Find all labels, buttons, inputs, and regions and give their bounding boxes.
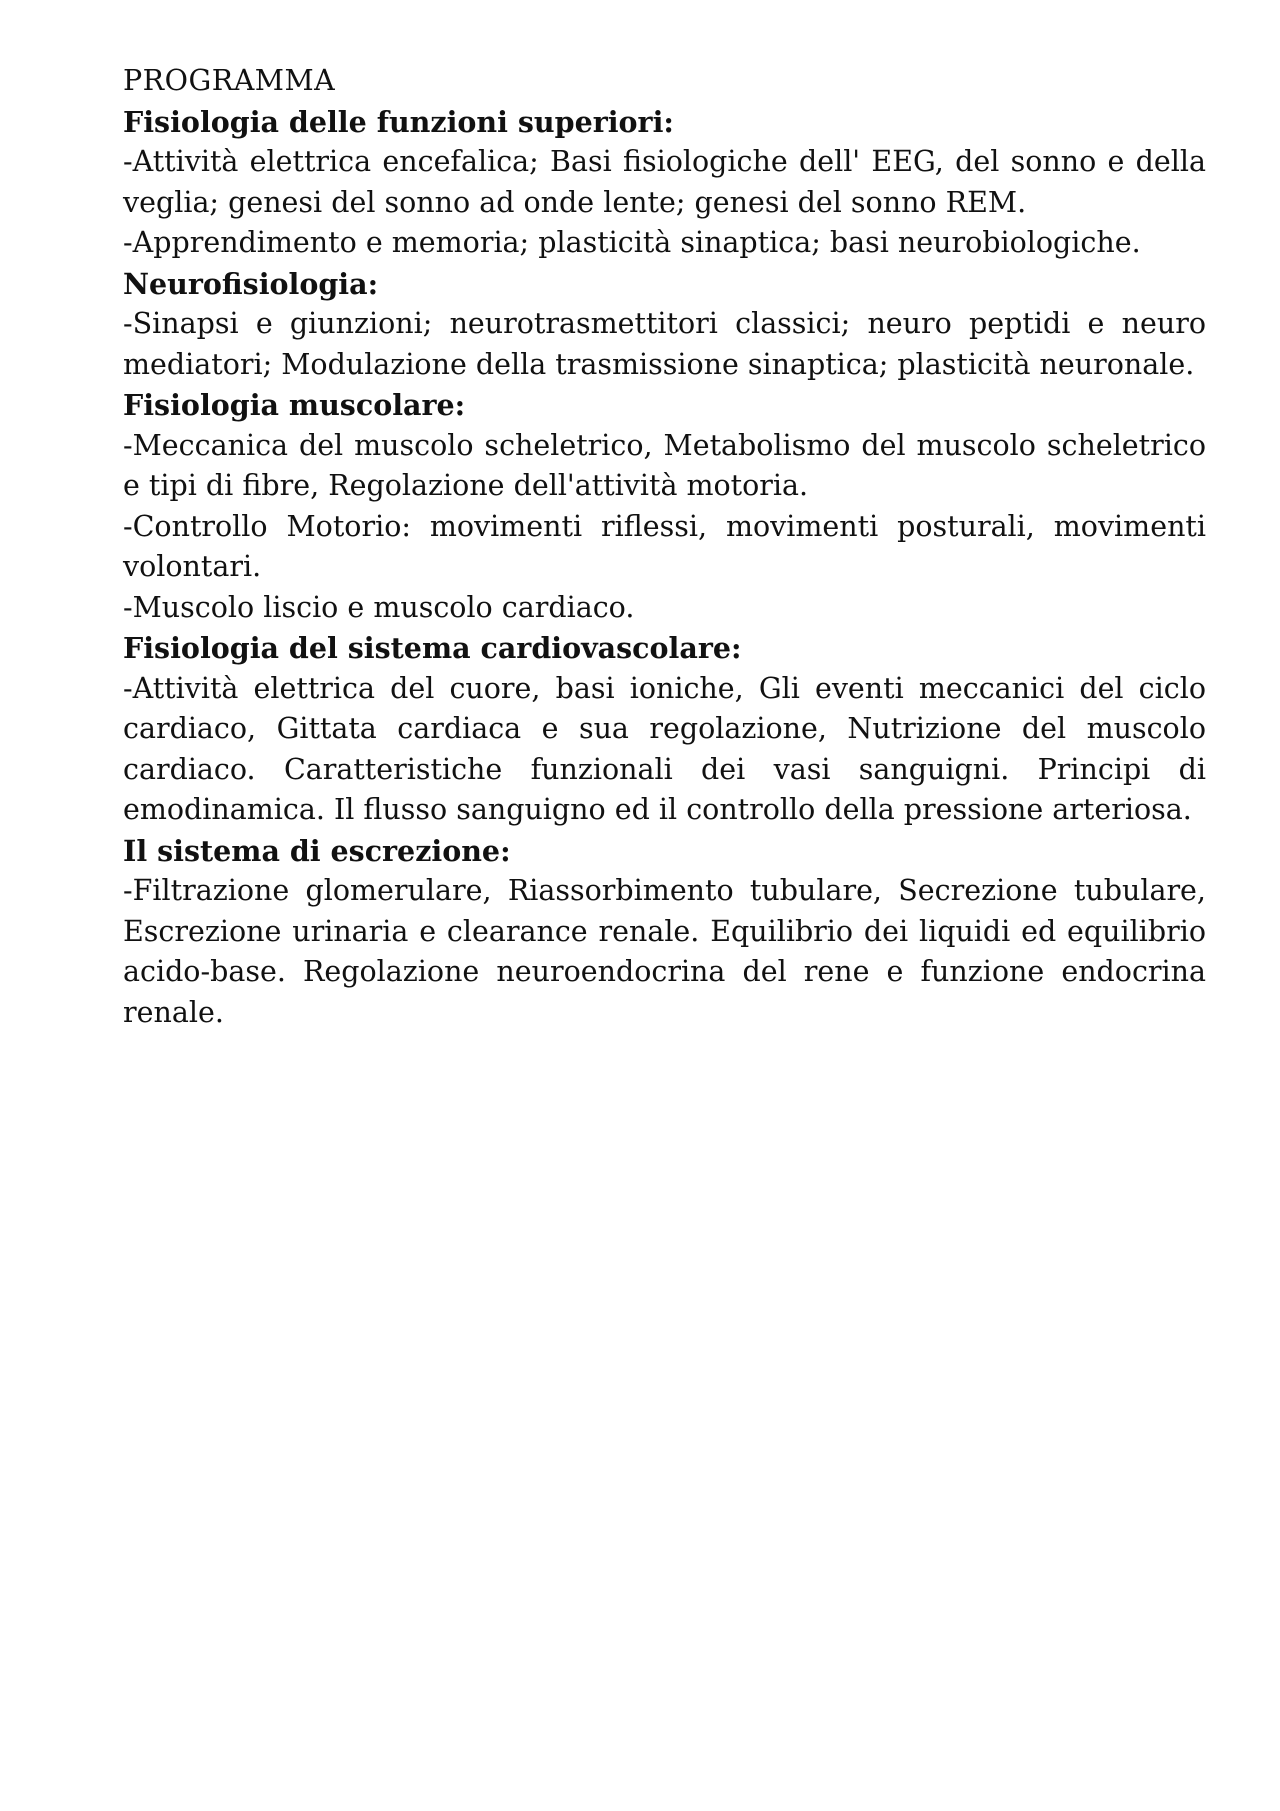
section-paragraph: -Attività elettrica del cuore, basi ioniche, Gli eventi meccanici del ciclo cardiaco, Gittata cardiaca e sua regolazione, Nutrizione del muscolo cardiaco. Caratteristiche funzionali dei vasi sanguigni. Principi di emodinamica. Il flusso sanguigno ed il controllo della pressione arteriosa.: [123, 671, 1206, 826]
section-sistema-escrezione: [123, 831, 1206, 1034]
section-heading: Fisiologia delle funzioni superiori:: [123, 104, 674, 139]
section-sistema-cardiovascolare: [123, 628, 1206, 831]
section-fisiologia-muscolare: [123, 385, 1206, 628]
document-page: [123, 61, 1206, 1033]
section-neurofisiologia: [123, 264, 1206, 386]
section-paragraph: -Apprendimento e memoria; plasticità sinaptica; basi neurobiologiche.: [123, 226, 1141, 259]
section-paragraph: -Muscolo liscio e muscolo cardiaco.: [123, 590, 635, 624]
section-heading: Fisiologia muscolare:: [123, 388, 466, 422]
document-label: PROGRAMMA: [123, 64, 336, 97]
section-heading: Neurofisiologia:: [123, 266, 379, 301]
section-paragraph: -Controllo Motorio: movimenti riflessi, movimenti posturali, movimenti volontari.: [123, 509, 1206, 583]
section-heading: Fisiologia del sistema cardiovascolare:: [123, 631, 742, 665]
section-paragraph: -Meccanica del muscolo scheletrico, Metabolismo del muscolo scheletrico e tipi di fibre, Regolazione dell'attività motoria.: [123, 428, 1206, 502]
section-paragraph: -Sinapsi e giunzioni; neurotrasmettitori classici; neuro peptidi e neuro mediatori; Modulazione della trasmissione sinaptica; plasticità neuronale.: [123, 307, 1206, 381]
section-paragraph: -Attività elettrica encefalica; Basi fisiologiche dell' EEG, del sonno e della veglia; genesi del sonno ad onde lente; genesi del sonno REM.: [123, 145, 1206, 219]
section-heading: Il sistema di escrezione:: [123, 833, 511, 868]
section-paragraph: -Filtrazione glomerulare, Riassorbimento tubulare, Secrezione tubulare, Escrezione urinaria e clearance renale. Equilibrio dei liquidi ed equilibrio acido-base. Regolazione neuroendocrina del rene e funzione endocrina renale.: [123, 874, 1206, 1029]
section-funzioni-superiori: [123, 102, 1206, 264]
